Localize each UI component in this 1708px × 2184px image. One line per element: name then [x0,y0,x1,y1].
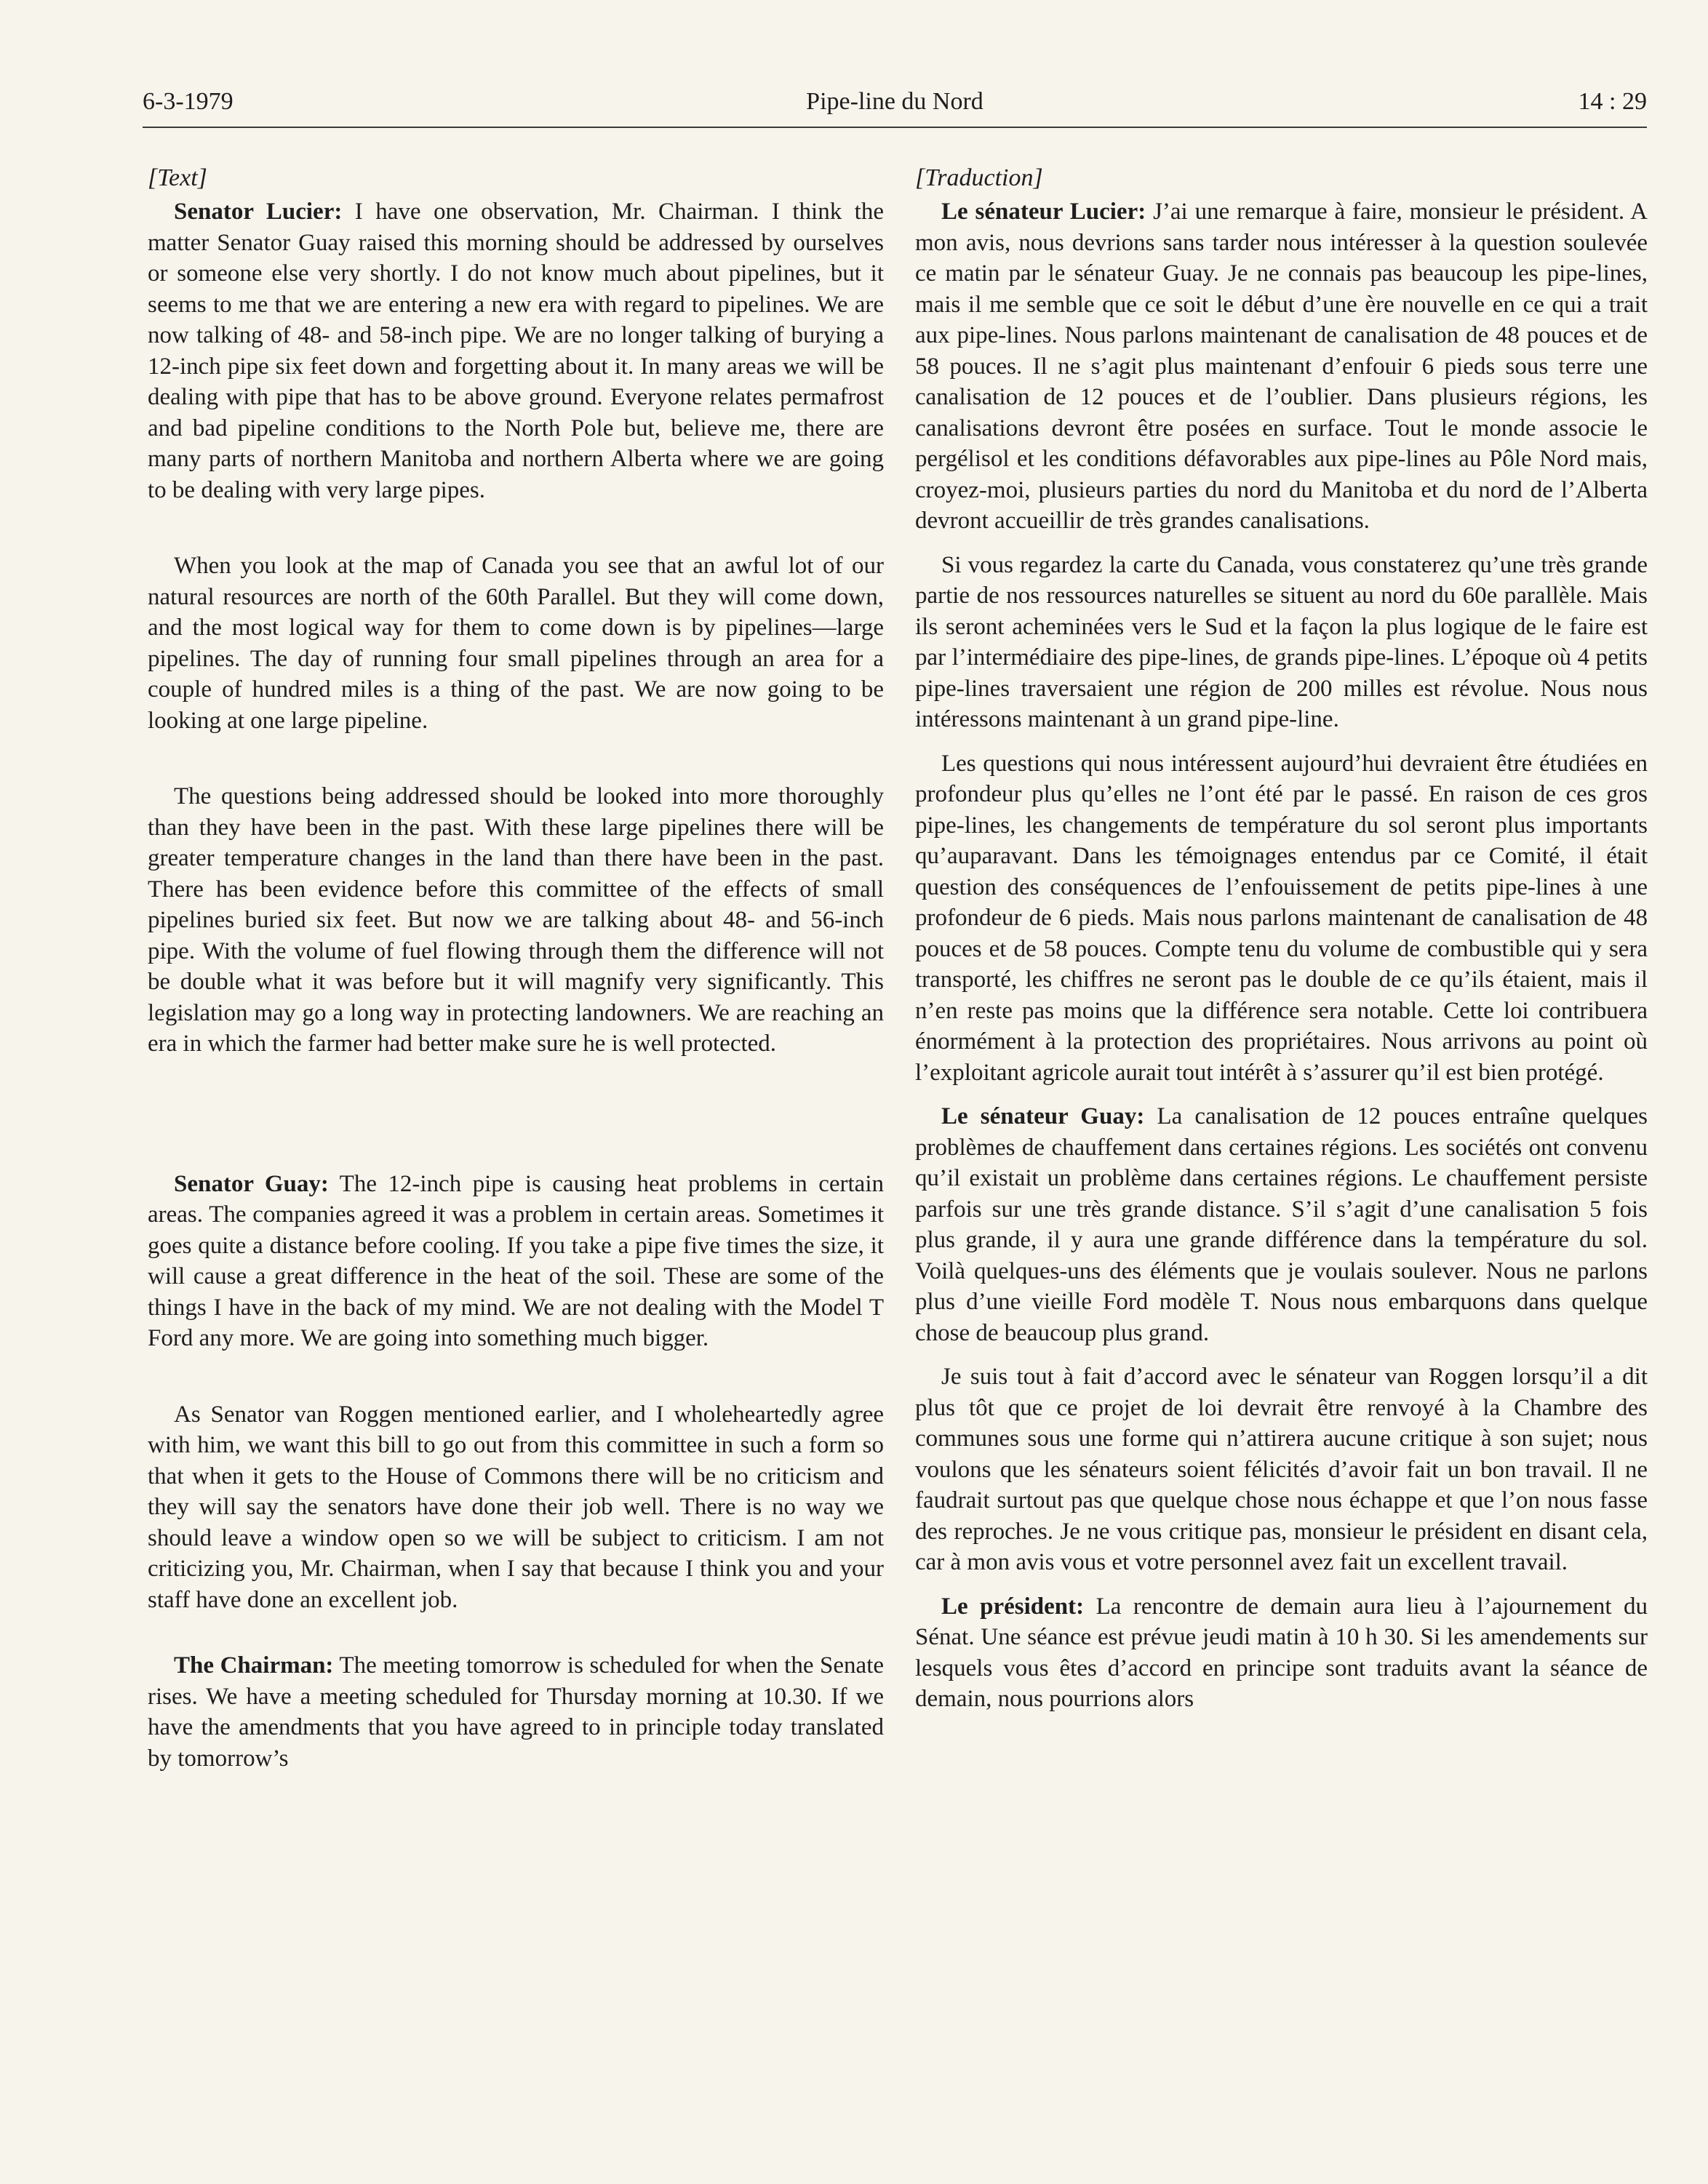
header-title: Pipe-line du Nord [806,88,983,115]
french-paragraph [915,1101,1648,1348]
english-paragraph [148,1399,884,1616]
french-column [915,161,1648,1715]
paragraph-text: J’ai une remarque à faire, monsieur le président. A mon avis, nous devrions sans tarder nous intéresser à la question soulevée ce matin par le sénateur Guay. Je ne connais pas beaucoup les pipe-lines, mais il me semble que ce soit le début d’une ère nouvelle en ce qui a trait aux pipe-lines. Nous parlons maintenant de canalisation de 48 pouces et de 58 pouces. Il ne s’agit plus maintenant d’enfouir 6 pieds sous terre une canalisation de 12 pouces et de l’oublier. Dans plusieurs régions, les canalisations devront être posées en surface. Tout le monde associe le pergélisol et les conditions défavorables aux pipe-lines au Pôle Nord mais, croyez-moi, plusieurs parties du nord du Manitoba et du nord de l’Alberta devront accueillir de très grandes canalisations. [915,199,1648,534]
english-paragraph [148,781,884,1060]
paragraph-text: La canalisation de 12 pouces entraîne quelques problèmes de chauffement dans certaines régions. Les sociétés ont convenu qu’il existait un problème dans certaines régions. Le chauffement persiste parfois sur une très grande distance. S’il s’agit d’une canalisation 5 fois plus grande, il y aura une grande différence dans la température du sol. Voilà quelques-uns des éléments que je voulais soulever. Nous ne parlons plus d’une vieille Ford modèle T. Nous nous embarquons dans quelque chose de beaucoup plus grand. [915,1103,1648,1346]
speaker-name: Senator Guay: [174,1170,329,1197]
page-header [143,86,1647,128]
french-section-label: [Traduction] [915,164,1043,191]
english-paragraph [148,551,884,736]
french-paragraph [915,1591,1648,1715]
speaker-name: Senator Lucier: [174,199,343,225]
english-paragraph [148,1650,884,1774]
header-page-number: 14 : 29 [1578,88,1647,115]
header-date: 6-3-1979 [143,88,234,115]
french-paragraph [915,550,1648,735]
speaker-name: Le président: [941,1593,1085,1620]
paragraph-text: The meeting tomorrow is scheduled for when the Senate rises. We have a meeting scheduled for Thursday morning at 10.30. If we have the amendments that you have agreed to in principle today translated by tomorrow’s [148,1652,885,1772]
english-section-label: [Text] [148,164,207,191]
paragraph-text: As Senator van Roggen mentioned earlier, and I wholeheartedly agree with him, we want this bill to go out from this committee in such a form so that when it gets to the House of Commons there will be no criticism and they will say the senators have done their job well. There is no way we should leave a window open so we will be subject to criticism. I am not criticizing you, Mr. Chairman, when I say that because I think you and your staff have done an excellent job. [148,1401,884,1613]
paragraph-text: When you look at the map of Canada you see that an awful lot of our natural resources are north of the 60th Parallel. But they will come down, and the most logical way for them to come down is by pipelines—large pipelines. The day of running four small pipelines through an area for a couple of hundred miles is a thing of the past. We are now going to be looking at one large pipeline. [148,553,884,734]
paragraph-text: The 12-inch pipe is causing heat problems in certain areas. The companies agreed it was a problem in certain areas. Sometimes it goes quite a distance before cooling. If you take a pipe five times the size, it will cause a great difference in the heat of the soil. These are some of the things I have in the back of my mind. We are not dealing with the Model T Ford any more. We are going into something much bigger. [148,1170,884,1351]
english-paragraph [148,196,884,505]
speaker-name: Le sénateur Lucier: [941,199,1146,225]
french-paragraph [915,748,1648,1089]
paragraph-text: I have one observation, Mr. Chairman. I think the matter Senator Guay raised this morning should be addressed by ourselves or someone else very shortly. I do not know much about pipelines, but it seems to me that we are entering a new era with regard to pipelines. We are now talking of 48- and 58-inch pipe. We are no longer talking of burying a 12-inch pipe six feet down and forgetting about it. In many areas we will be dealing with pipe that has to be above ground. Everyone relates permafrost and bad pipeline conditions to the North Pole but, believe me, there are many parts of northern Manitoba and northern Alberta where we are going to be dealing with very large pipes. [148,199,884,503]
speaker-name: Le sénateur Guay: [941,1103,1145,1129]
french-paragraph [915,196,1648,537]
paragraph-text: Je suis tout à fait d’accord avec le sénateur van Roggen lorsqu’il a dit plus tôt que ce projet de loi devrait être renvoyé à la Chambre des communes sous une forme qui n’attirera aucune critique à son sujet; nous voulons que les sénateurs soient félicités d’avoir fait un bon travail. Il ne faudrait surtout pas que quelque chose nous échappe et que l’on nous fasse des reproches. Je ne vous critique pas, monsieur le président en disant cela, car à mon avis vous et votre personnel avez fait un excellent travail. [915,1364,1648,1575]
english-column [148,161,884,1774]
paragraph-text: The questions being addressed should be looked into more thoroughly than they have been in the past. With these large pipelines there will be greater temperature changes in the land than there have been in the past. There has been evidence before this committee of the effects of small pipelines buried six feet. But now we are talking about 48- and 56-inch pipe. With the volume of fuel flowing through them the difference will not be double what it was before but it will magnify very significantly. This legislation may go a long way in protecting landowners. We are reaching an era in which the farmer had better make sure he is well protected. [148,783,884,1057]
paragraph-text: La rencontre de demain aura lieu à l’ajournement du Sénat. Une séance est prévue jeudi matin à 10 h 30. Si les amendements sur lesquels vous êtes d’accord en principe sont traduits avant la séance de demain, nous pourrions alors [915,1593,1648,1712]
english-paragraph [148,1169,884,1354]
speaker-name: The Chairman: [174,1652,334,1679]
paragraph-text: Les questions qui nous intéressent aujourd’hui devraient être étudiées en profondeur plus qu’elles ne l’ont été par le passé. En raison de ces gros pipe-lines, les changements de température du sol seront plus importants qu’auparavant. Dans les témoignages entendus par ce Comité, il était question des conséquences de l’enfouissement de petits pipe-lines à une profondeur de 6 pieds. Mais nous parlons maintenant de canalisation de 48 pouces et de 58 pouces. Compte tenu du volume de combustible qui y sera transporté, les chiffres ne seront pas le double de ce qu’ils étaient, mais il n’en reste pas moins que la différence sera notable. Cette loi contribuera énormément à la protection des propriétaires. Nous arrivons au point où l’exploitant agricole aurait tout intérêt à s’assurer qu’il est bien protégé. [915,750,1648,1086]
french-paragraph [915,1361,1648,1578]
paragraph-text: Si vous regardez la carte du Canada, vous constaterez qu’une très grande partie de nos ressources naturelles se situent au nord du 60e parallèle. Mais ils seront acheminées vers le Sud et la façon la plus logique de le faire est par l’intermédiaire des pipe-lines, de grands pipe-lines. L’époque où 4 petits pipe-lines traversaient une région de 200 milles est révolue. Nous nous intéressons maintenant à un grand pipe-line. [915,551,1648,732]
